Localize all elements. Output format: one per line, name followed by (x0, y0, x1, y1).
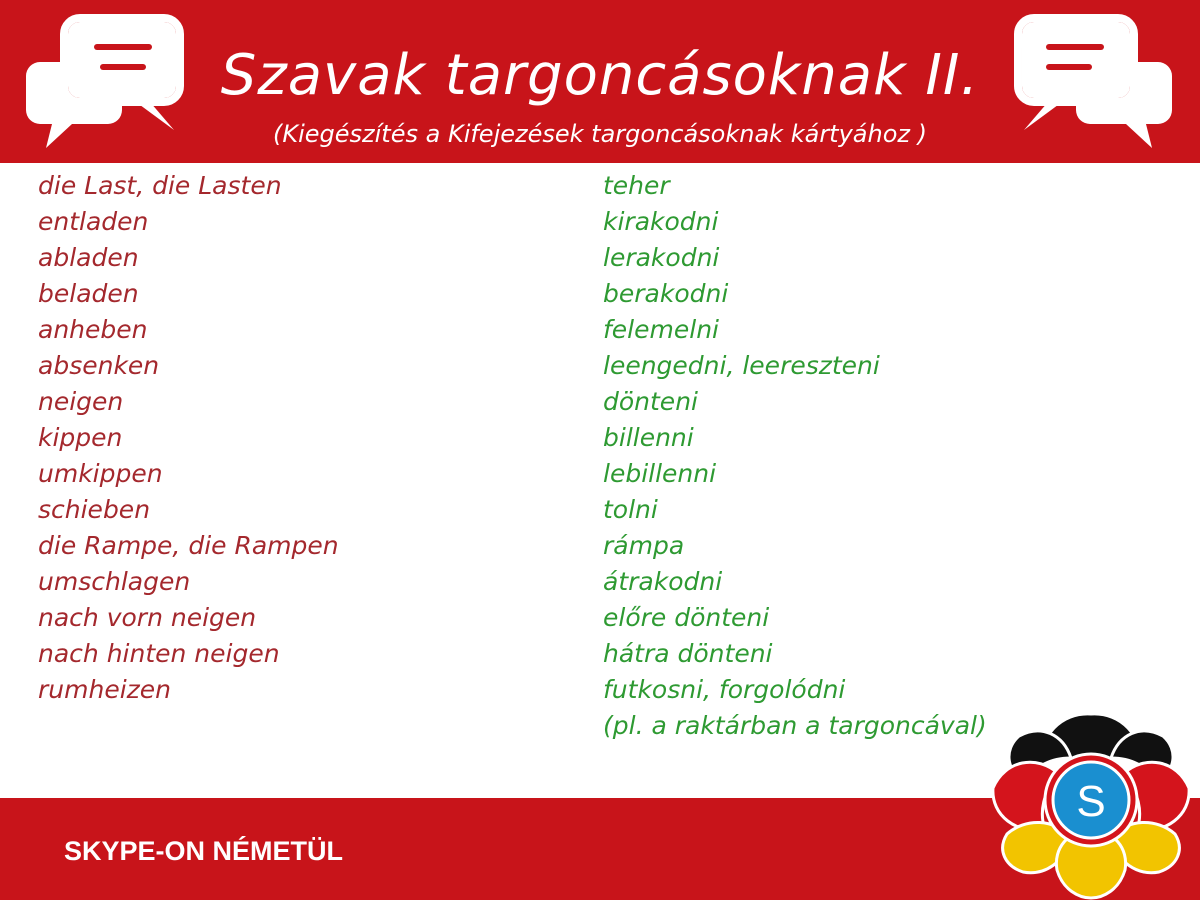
german-word: umkippen (38, 459, 163, 488)
hungarian-word: lebillenni (603, 459, 717, 488)
german-word: nach hinten neigen (38, 639, 280, 668)
hungarian-word: billenni (603, 423, 694, 452)
german-word: entladen (38, 207, 149, 236)
german-word: kippen (38, 423, 123, 452)
hungarian-word: berakodni (603, 279, 729, 308)
hungarian-word: kirakodni (603, 207, 719, 236)
hungarian-word: átrakodni (603, 567, 723, 596)
hungarian-word: tolni (603, 495, 658, 524)
hungarian-word-list (603, 168, 987, 744)
hungarian-word: dönteni (603, 387, 698, 416)
german-word: die Last, die Lasten (38, 171, 282, 200)
hungarian-word-note: (pl. a raktárban a targoncával) (603, 711, 987, 740)
german-word: abladen (38, 243, 139, 272)
hungarian-word: felemelni (603, 315, 719, 344)
page-title: Szavak targoncásoknak II. (220, 43, 980, 108)
footer-label: SKYPE-ON NÉMETÜL (64, 836, 344, 866)
german-word-list (38, 168, 339, 708)
hungarian-word: hátra dönteni (603, 639, 773, 668)
german-word: die Rampe, die Rampen (38, 531, 339, 560)
hungarian-word: lerakodni (603, 243, 720, 272)
logo-letter: S (1076, 777, 1106, 826)
german-word: schieben (38, 495, 151, 524)
page-subtitle: (Kiegészítés a Kifejezések targoncásoknak kártyához ) (273, 120, 927, 148)
german-word: rumheizen (38, 675, 171, 704)
german-word: umschlagen (38, 567, 191, 596)
skype-flower-logo (985, 706, 1197, 900)
hungarian-word: rámpa (603, 531, 685, 560)
german-word: nach vorn neigen (38, 603, 257, 632)
hungarian-word: leengedni, leereszteni (603, 351, 880, 380)
german-word: anheben (38, 315, 148, 344)
hungarian-word: előre dönteni (603, 603, 770, 632)
german-word: absenken (38, 351, 160, 380)
hungarian-word: futkosni, forgolódni (603, 675, 846, 704)
hungarian-word: teher (603, 171, 670, 200)
german-word: beladen (38, 279, 139, 308)
german-word: neigen (38, 387, 124, 416)
